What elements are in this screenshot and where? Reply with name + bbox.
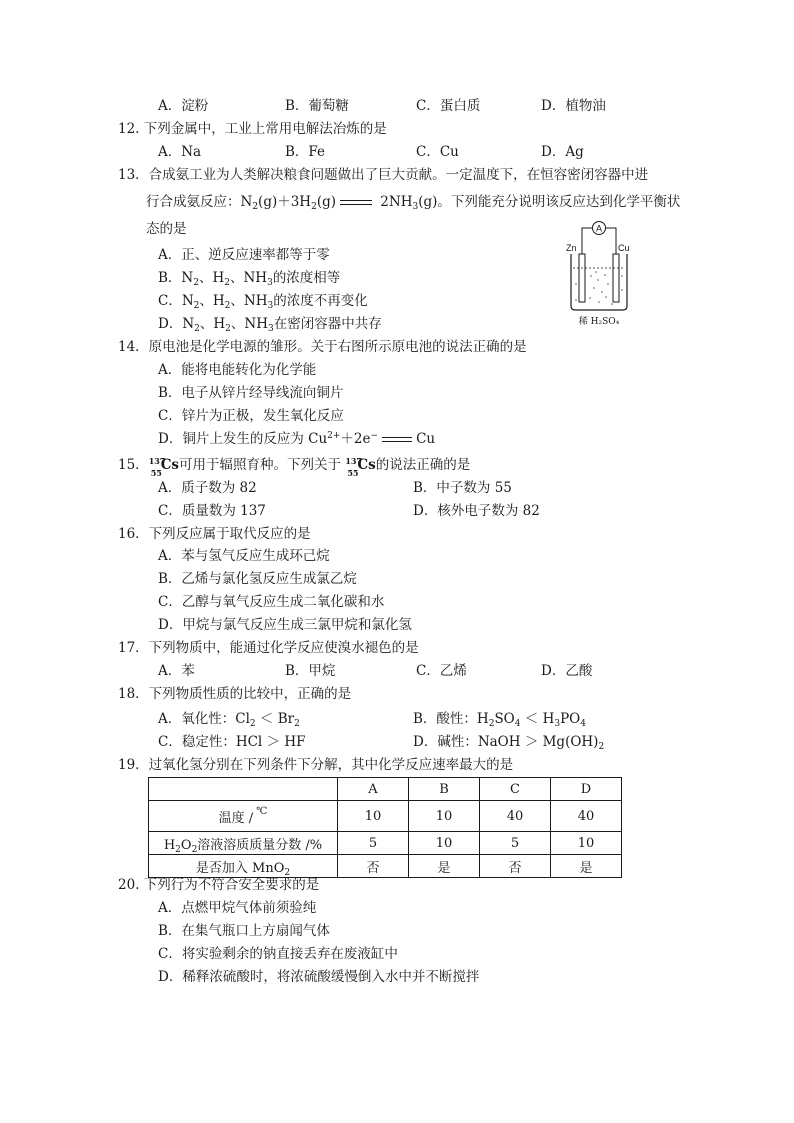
q14-option-c[interactable]: C．锌片为正极，发生氧化反应: [158, 408, 344, 424]
row-label-temperature: 温度 / ℃: [149, 801, 338, 832]
q13-stem-line2: 行合成氨反应：$N_2(g)+3H_2(g)$ $2NH_3(g)$。下列能充分说明该反应达到化学平衡状: [146, 194, 681, 212]
row-label-concentration: $H_2O_2$溶液溶质质量分数 /%: [149, 832, 338, 855]
table-header-b: B: [409, 778, 480, 801]
q11-option-a[interactable]: A．淀粉: [158, 98, 209, 114]
q16-option-c[interactable]: C．乙醇与氧气反应生成二氧化碳和水: [158, 594, 385, 610]
q20-option-d[interactable]: D．稀释浓硫酸时，将浓硫酸缓慢倒入水中并不断搅拌: [158, 969, 480, 985]
table-cell: 是: [409, 855, 480, 878]
table-cell: 40: [480, 801, 551, 832]
q11-option-c[interactable]: C．蛋白质: [416, 98, 481, 114]
q13-stem-line3: 态的是: [146, 221, 187, 237]
q18-option-a[interactable]: A．氧化性：$Cl_2 < Br_2$: [158, 711, 300, 729]
ammeter-label: A: [595, 223, 603, 234]
q15-option-a[interactable]: A．质子数为 82: [158, 480, 257, 496]
galvanic-cell-figure: [558, 218, 640, 330]
q17-option-b[interactable]: B．甲烷: [285, 663, 336, 679]
table-cell: 否: [338, 855, 409, 878]
table-header-a: A: [338, 778, 409, 801]
table-cell: 5: [480, 832, 551, 855]
q13-option-a[interactable]: A．正、逆反应速率都等于零: [158, 247, 330, 263]
q12-option-d[interactable]: D．Ag: [541, 144, 584, 160]
q16-option-b[interactable]: B．乙烯与氯化氢反应生成氯乙烷: [158, 571, 357, 587]
q13-stem-line1: 13．合成氨工业为人类解决粮食问题做出了巨大贡献。一定温度下，在恒容密闭容器中进: [118, 167, 649, 183]
q14-option-d[interactable]: D．铜片上发生的反应为 $Cu^{2+}+2e^-$ Cu: [158, 431, 436, 447]
table-cell: 否: [480, 855, 551, 878]
q17-option-a[interactable]: A．苯: [158, 663, 195, 679]
q15-option-c[interactable]: C．质量数为 137: [158, 503, 266, 519]
row-label-mno2: 是否加入 MnO$_2$: [149, 855, 338, 878]
q18-option-d[interactable]: D．碱性：NaOH ＞ $Mg(OH)_2$: [413, 734, 605, 752]
q17-option-d[interactable]: D．乙酸: [541, 663, 593, 679]
table-cell: 5: [338, 832, 409, 855]
q15-stem: 15． 137 55 Cs可用于辐照育种。下列关于 137 55 Cs的说法正确的是: [118, 456, 471, 478]
q19-stem: 19．过氧化氢分别在下列条件下分解，其中化学反应速率最大的是: [118, 757, 514, 773]
table-cell: 10: [551, 832, 622, 855]
q16-stem: 16．下列反应属于取代反应的是: [118, 526, 311, 542]
q18-stem: 18．下列物质性质的比较中，正确的是: [118, 686, 352, 702]
q18-option-b[interactable]: B．酸性：$H_2SO_4 < H_3PO_4$: [413, 711, 586, 729]
q14-option-a[interactable]: A．能将电能转化为化学能: [158, 362, 317, 378]
q20-option-b[interactable]: B．在集气瓶口上方扇闻气体: [158, 923, 330, 939]
q11-option-b[interactable]: B．葡萄糖: [285, 98, 349, 114]
cs-isotope: 137 55 Cs: [148, 456, 180, 478]
q20-option-c[interactable]: C．将实验剩余的钠直接丢弃在废液缸中: [158, 946, 398, 962]
table-header-d: D: [551, 778, 622, 801]
galvanic-cell-icon: [558, 218, 640, 330]
equilibrium-arrow-icon: [340, 199, 372, 207]
q12-option-b[interactable]: B．Fe: [285, 144, 326, 160]
q16-option-a[interactable]: A．苯与氢气反应生成环己烷: [158, 548, 330, 564]
q14-option-b[interactable]: B．电子从锌片经导线流向铜片: [158, 385, 344, 401]
table-row: [149, 801, 622, 832]
q18-option-c[interactable]: C．稳定性：HCl ＞ HF: [158, 734, 306, 750]
q15-option-b[interactable]: B．中子数为 55: [413, 480, 512, 496]
table-cell: 10: [409, 832, 480, 855]
q20-stem: 20. 下列行为不符合安全要求的是: [118, 877, 320, 893]
q14-stem: 14．原电池是化学电源的雏形。关于右图所示原电池的说法正确的是: [118, 339, 527, 355]
q17-stem: 17．下列物质中，能通过化学反应使溴水褪色的是: [118, 640, 419, 656]
q16-option-d[interactable]: D．甲烷与氯气反应生成三氯甲烷和氯化氢: [158, 617, 412, 633]
table-row: [149, 832, 622, 855]
q19-conditions-table: [148, 777, 622, 878]
copper-label: Cu: [618, 243, 630, 253]
table-row: [149, 778, 622, 801]
q13-option-b[interactable]: B．$N_2$、$H_2$、$NH_3$的浓度相等: [158, 270, 341, 288]
table-cell: 是: [551, 855, 622, 878]
q12-option-a[interactable]: A．Na: [158, 144, 202, 160]
q15-option-d[interactable]: D．核外电子数为 82: [413, 503, 540, 519]
table-row: [149, 855, 622, 878]
q13-option-c[interactable]: C．$N_2$、$H_2$、$NH_3$的浓度不再变化: [158, 293, 368, 311]
q13-option-d[interactable]: D．$N_2$、$H_2$、$NH_3$在密闭容器中共存: [158, 316, 382, 334]
q11-option-d[interactable]: D．植物油: [541, 98, 606, 114]
cs-isotope-2: 137 55 Cs: [345, 456, 376, 478]
reaction-equals-icon: [382, 437, 412, 443]
q12-stem: 12. 下列金属中，工业上常用电解法冶炼的是: [118, 121, 387, 137]
zinc-label: Zn: [566, 243, 577, 253]
table-header-c: C: [480, 778, 551, 801]
table-cell: 10: [338, 801, 409, 832]
electrolyte-label: 稀 H₂SO₄: [578, 317, 620, 327]
table-cell: 10: [409, 801, 480, 832]
q20-option-a[interactable]: A．点燃甲烷气体前须验纯: [158, 900, 317, 916]
q17-option-c[interactable]: C．乙烯: [416, 663, 467, 679]
table-cell: 40: [551, 801, 622, 832]
q12-option-c[interactable]: C．Cu: [416, 144, 459, 160]
